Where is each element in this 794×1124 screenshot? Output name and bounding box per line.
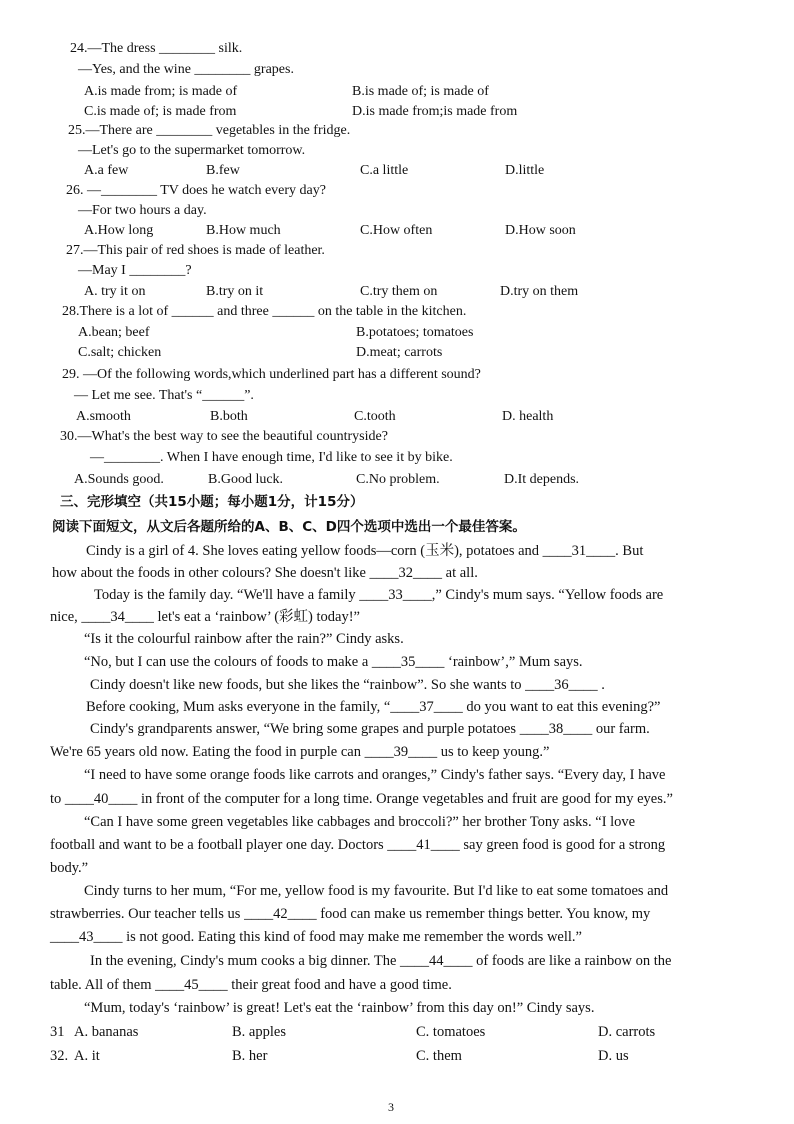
q30-option-d: D.It depends. [504,472,580,487]
cloze-31-option-a: A. bananas [74,1024,139,1040]
passage-line: We're 65 years old now. Eating the food in purple can ____39____ us to keep young.” [50,744,550,760]
cloze-31-option-c: C. tomatoes [416,1024,486,1040]
passage-line: Before cooking, Mum asks everyone in the family, “____37____ do you want to eat this evening?” [86,699,661,715]
q28-line1: 28.There is a lot of ______ and three ______ on the table in the kitchen. [62,304,467,319]
passage-line: In the evening, Cindy's mum cooks a big dinner. The ____44____ of foods are like a rainbow on the [90,953,672,969]
q24-option-d: D.is made from;is made from [352,104,518,119]
passage-line: Today is the family day. “We'll have a family ____33____,” Cindy's mum says. “Yellow foods are [94,587,664,603]
q25-option-c: C.a little [360,163,409,178]
cloze-32-option-a: A. it [74,1048,100,1064]
cloze-32-option-d: D. us [598,1048,629,1064]
passage-line: Cindy turns to her mum, “For me, yellow food is my favourite. But I'd like to eat some tomatoes and [84,883,669,899]
q24-option-a: A.is made from; is made of [84,84,238,99]
passage-line: ____43____ is not good. Eating this kind of food may make me remember the words well.” [50,929,582,945]
q27-line1: 27.—This pair of red shoes is made of leather. [66,243,325,258]
q25-option-a: A.a few [84,163,129,178]
q25-line1: 25.—There are ________ vegetables in the fridge. [68,123,351,138]
q26-option-a: A.How long [84,223,154,238]
q24-option-c: C.is made of; is made from [84,104,237,119]
q30-option-c: C.No problem. [356,472,440,487]
q30-line1: 30.—What's the best way to see the beautiful countryside? [60,429,388,444]
cloze-32-number: 32. [50,1048,69,1064]
q26-option-c: C.How often [360,223,433,238]
q29-option-b: B.both [210,409,248,424]
passage-line: body.” [50,860,89,876]
q24-line1: 24.—The dress ________ silk. [70,41,243,56]
passage-line: nice, ____34____ let's eat a ‘rainbow’ (彩虹) today!” [50,609,360,625]
q30-line2: —________. When I have enough time, I'd like to see it by bike. [90,450,453,465]
q29-option-c: C.tooth [354,409,396,424]
q28-option-b: B.potatoes; tomatoes [356,325,474,340]
cloze-32-option-b: B. her [232,1048,268,1064]
q25-line2: —Let's go to the supermarket tomorrow. [78,143,306,158]
q29-line1: 29. —Of the following words,which underlined part has a different sound? [62,367,481,382]
passage-line: to ____40____ in front of the computer for a long time. Orange vegetables and fruit are good for my eyes.” [50,791,673,807]
q27-line2: —May I ________? [78,263,192,278]
passage-line: how about the foods in other colours? She doesn't like ____32____ at all. [52,565,478,581]
q26-line1: 26. —________ TV does he watch every day? [66,183,326,198]
q30-option-a: A.Sounds good. [74,472,164,487]
q27-option-a: A. try it on [84,284,146,299]
q27-option-b: B.try on it [206,284,264,299]
q26-line2: —For two hours a day. [78,203,207,218]
q27-option-c: C.try them on [360,284,438,299]
section-title: 三、完形填空（共15小题；每小题1分，计15分） [60,494,364,510]
q26-option-b: B.How much [206,223,281,238]
q29-option-a: A.smooth [76,409,131,424]
q28-option-d: D.meat; carrots [356,345,443,360]
passage-line: table. All of them ____45____ their great food and have a good time. [50,977,452,993]
cloze-31-option-d: D. carrots [598,1024,656,1040]
q29-line2: — Let me see. That's “______”. [74,388,254,403]
passage-line: “Is it the colourful rainbow after the rain?” Cindy asks. [84,631,404,647]
cloze-31-number: 31 [50,1024,65,1040]
passage-line: Cindy is a girl of 4. She loves eating yellow foods—corn (玉米), potatoes and ____31____. But [86,543,644,559]
q28-option-a: A.bean; beef [78,325,150,340]
passage-line: strawberries. Our teacher tells us ____42____ food can make us remember things better. You know, my [50,906,651,922]
q29-option-d: D. health [502,409,554,424]
section-instruction: 阅读下面短文，从文后各题所给的A、B、C、D四个选项中选出一个最佳答案。 [52,519,526,535]
q28-option-c: C.salt; chicken [78,345,162,360]
passage-line: Cindy's grandparents answer, “We bring some grapes and purple potatoes ____38____ our farm. [90,721,650,737]
passage-line: “Can I have some green vegetables like cabbages and broccoli?” her brother Tony asks. “I love [84,814,636,830]
page-number: 3 [388,1100,394,1114]
q25-option-b: B.few [206,163,240,178]
passage-line: football and want to be a football player one day. Doctors ____41____ say green food is good for a strong [50,837,666,853]
q24-line2: —Yes, and the wine ________ grapes. [78,62,294,77]
passage-line: “No, but I can use the colours of foods to make a ____35____ ‘rainbow’,” Mum says. [84,654,583,670]
q25-option-d: D.little [505,163,545,178]
passage-line: “Mum, today's ‘rainbow’ is great! Let's eat the ‘rainbow’ from this day on!” Cindy says. [84,1000,595,1016]
cloze-31-option-b: B. apples [232,1024,286,1040]
q24-option-b: B.is made of; is made of [352,84,489,99]
q26-option-d: D.How soon [505,223,576,238]
passage-line: Cindy doesn't like new foods, but she likes the “rainbow”. So she wants to ____36____ . [90,677,605,693]
q27-option-d: D.try on them [500,284,579,299]
q30-option-b: B.Good luck. [208,472,284,487]
cloze-32-option-c: C. them [416,1048,462,1064]
passage-line: “I need to have some orange foods like carrots and oranges,” Cindy's father says. “Every day, I have [84,767,666,783]
